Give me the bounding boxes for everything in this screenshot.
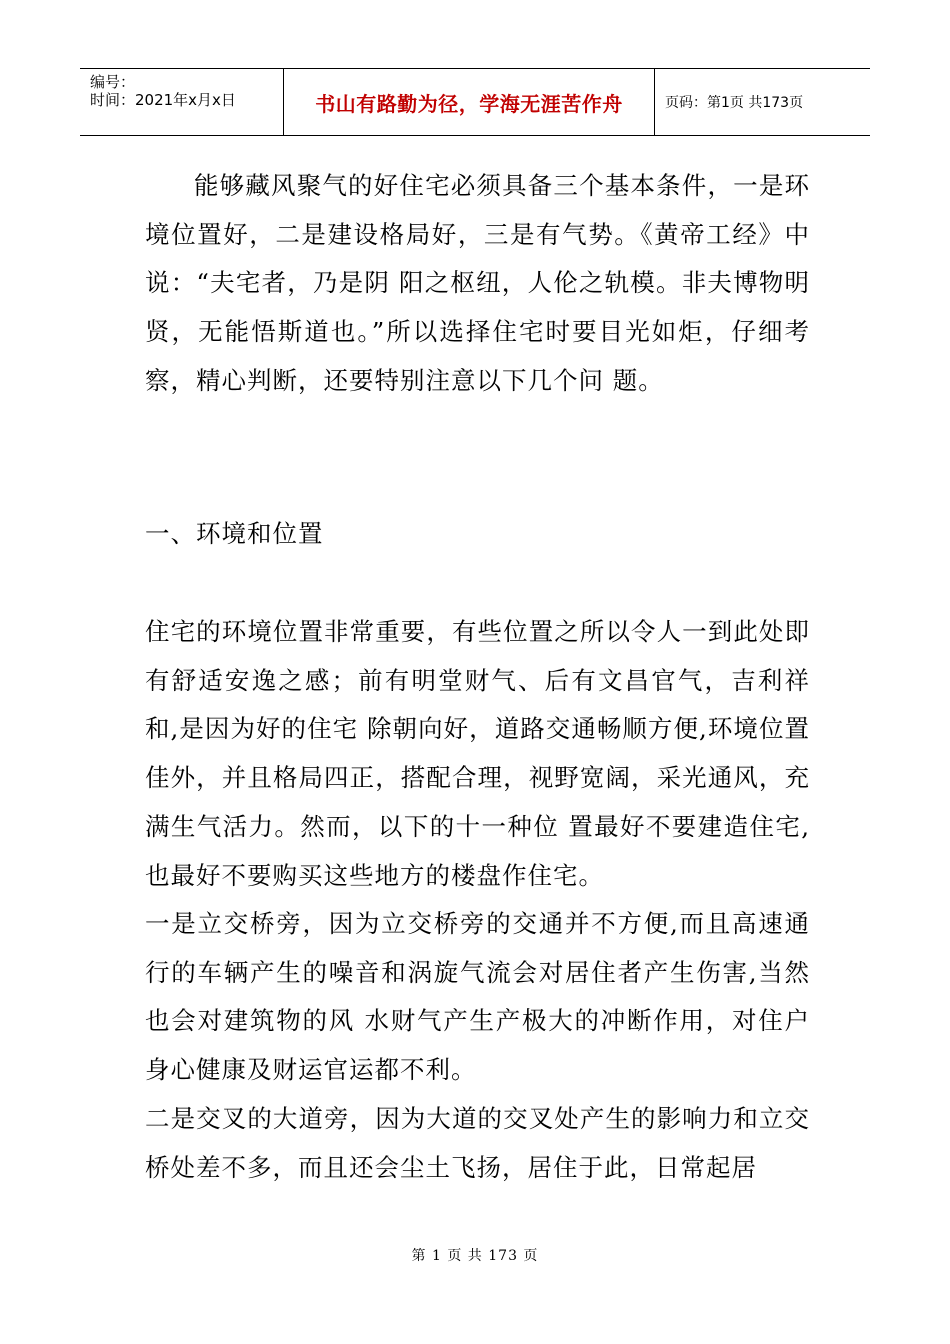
document-time-label: 时间：2021年x月x日 [90, 91, 236, 109]
body-paragraph-intro: 能够藏风聚气的好住宅必须具备三个基本条件，一是环境位置好，二是建设格局好，三是有气势。《黄帝工经》中说：“夫宅者，乃是阴 阳之枢纽，人伦之轨模。非夫博物明贤，无能悟斯道也。”所以选择住宅时要目光如炬，仔细考察，精心判断，还要特别注意以下几个问 题。 [145, 171, 810, 395]
body-paragraph-overpass: 一是立交桥旁，因为立交桥旁的交通并不方便,而且高速通行的车辆产生的噪音和涡旋气流会对居住者产生伤害,当然也会对建筑物的风 水财气产生产极大的冲断作用，对住户身心健康及财运官运都不利。 [145, 909, 810, 1085]
header-motto-cell [283, 69, 655, 135]
section-heading-environment: 一、环境和位置 [145, 519, 324, 548]
header-page-cell [655, 69, 870, 135]
header-page-info: 页码：第1页 共173页 [665, 95, 804, 111]
header-motto: 书山有路勤为径，学海无涯苦作舟 [315, 91, 623, 116]
document-number-label: 编号： [90, 73, 136, 91]
document-header [80, 68, 870, 136]
page-footer: 第 1 页 共 173 页 [411, 1248, 539, 1264]
body-paragraph-crossroad: 二是交叉的大道旁，因为大道的交叉处产生的影响力和立交桥处差不多，而且还会尘土飞扬，居住于此，日常起居 [145, 1104, 810, 1182]
body-paragraph-environment: 住宅的环境位置非常重要，有些位置之所以令人一到此处即有舒适安逸之感；前有明堂财气、后有文昌官气，吉利祥和,是因为好的住宅 除朝向好，道路交通畅顺方便,环境位置佳外，并且格局四正，搭配合理，视野宽阔，采光通风，充满生气活力。然而，以下的十一种位 置最好不要建造住宅,也最好不要购买这些地方的楼盘作住宅。 [145, 617, 810, 890]
header-left-cell [80, 69, 283, 135]
